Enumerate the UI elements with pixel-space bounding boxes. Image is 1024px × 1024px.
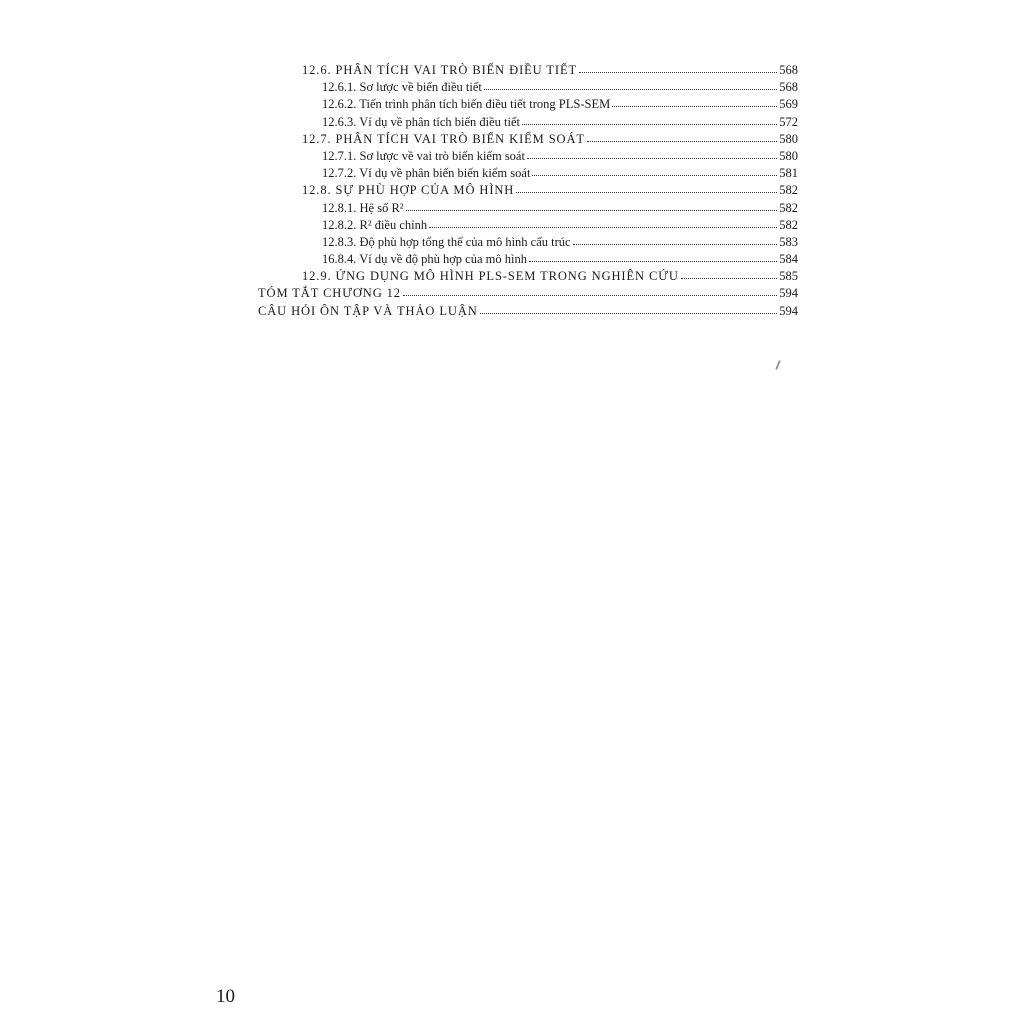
toc-dot-leader	[484, 81, 777, 91]
pen-mark	[775, 360, 781, 370]
toc-entry-page: 585	[779, 269, 798, 284]
toc-dot-leader	[527, 150, 777, 160]
toc-entry-page: 580	[779, 148, 798, 163]
toc-entry-page: 594	[779, 286, 798, 301]
toc-entry-title: CÂU HỎI ÔN TẬP VÀ THẢO LUẬN	[258, 303, 478, 318]
toc-entry	[258, 165, 798, 182]
toc-entry-title: 12.8.3. Độ phù hợp tổng thể của mô hình cấu trúc	[322, 234, 571, 249]
toc-dot-leader	[429, 219, 777, 229]
toc-dot-leader	[529, 253, 777, 263]
toc-entry	[258, 234, 798, 251]
toc-entry	[258, 148, 798, 165]
toc-entry	[258, 131, 798, 148]
toc-dot-leader	[403, 287, 777, 297]
toc-entry-title: TÓM TẮT CHƯƠNG 12	[258, 286, 401, 301]
toc-dot-leader	[522, 116, 777, 126]
toc-entry-page: 582	[779, 217, 798, 232]
toc-entry-page: 568	[779, 80, 798, 95]
toc-entry	[258, 182, 798, 199]
toc-entry-page: 584	[779, 252, 798, 267]
table-of-contents	[258, 62, 798, 320]
toc-entry-title: 12.6.1. Sơ lược về biến điều tiết	[322, 80, 482, 95]
toc-entry-page: 583	[779, 234, 798, 249]
toc-dot-leader	[612, 98, 777, 108]
toc-entry-title: 12.8.2. R² điều chỉnh	[322, 217, 428, 232]
toc-dot-leader	[579, 64, 777, 74]
toc-entry-title: 12.8.1. Hệ số R²	[322, 200, 404, 215]
toc-entry	[258, 217, 798, 234]
toc-dot-leader	[681, 270, 778, 280]
toc-dot-leader	[532, 167, 777, 177]
toc-dot-leader	[480, 305, 778, 315]
toc-entry	[258, 96, 798, 113]
toc-dot-leader	[587, 133, 777, 143]
page-number: 10	[216, 986, 235, 1007]
toc-entry-title: 16.8.4. Ví dụ về độ phù hợp của mô hình	[322, 252, 527, 267]
toc-dot-leader	[516, 184, 777, 194]
toc-entry-page: 580	[779, 131, 798, 146]
toc-entry	[258, 268, 798, 285]
toc-entry	[258, 79, 798, 96]
toc-entry-title: 12.6. PHÂN TÍCH VAI TRÒ BIẾN ĐIỀU TIẾT	[302, 63, 578, 77]
toc-entry-title: 12.6.2. Tiến trình phân tích biến điều tiết trong PLS-SEM	[322, 97, 611, 112]
toc-entry-page: 594	[779, 303, 798, 318]
toc-entry-title: 12.6.3. Ví dụ về phân tích biến điều tiết	[322, 114, 520, 129]
toc-entry-page: 581	[779, 166, 798, 181]
toc-entry-page: 572	[779, 114, 798, 129]
toc-entry	[258, 200, 798, 217]
toc-entry-page: 582	[779, 183, 798, 198]
toc-entry-page: 582	[779, 200, 798, 215]
toc-entry	[258, 251, 798, 268]
toc-entry-title: 12.7. PHÂN TÍCH VAI TRÒ BIẾN KIỂM SOÁT	[302, 131, 585, 146]
toc-entry	[258, 62, 798, 79]
toc-entry	[258, 114, 798, 131]
toc-dot-leader	[406, 202, 778, 212]
toc-entry-page: 569	[779, 97, 798, 112]
toc-dot-leader	[573, 236, 778, 246]
toc-entry-title: 12.7.1. Sơ lược về vai trò biến kiểm soát	[322, 148, 525, 163]
toc-entry-title: 12.7.2. Ví dụ về phân biến biến kiểm soát	[322, 166, 531, 181]
toc-entry-title: 12.8. SỰ PHÙ HỢP CỦA MÔ HÌNH	[302, 183, 515, 198]
toc-entry-title: 12.9. ỨNG DỤNG MÔ HÌNH PLS-SEM TRONG NGHIÊN CỨU	[302, 269, 679, 284]
toc-entry	[258, 285, 798, 302]
toc-entry	[258, 303, 798, 320]
toc-entry-page: 568	[779, 63, 798, 77]
